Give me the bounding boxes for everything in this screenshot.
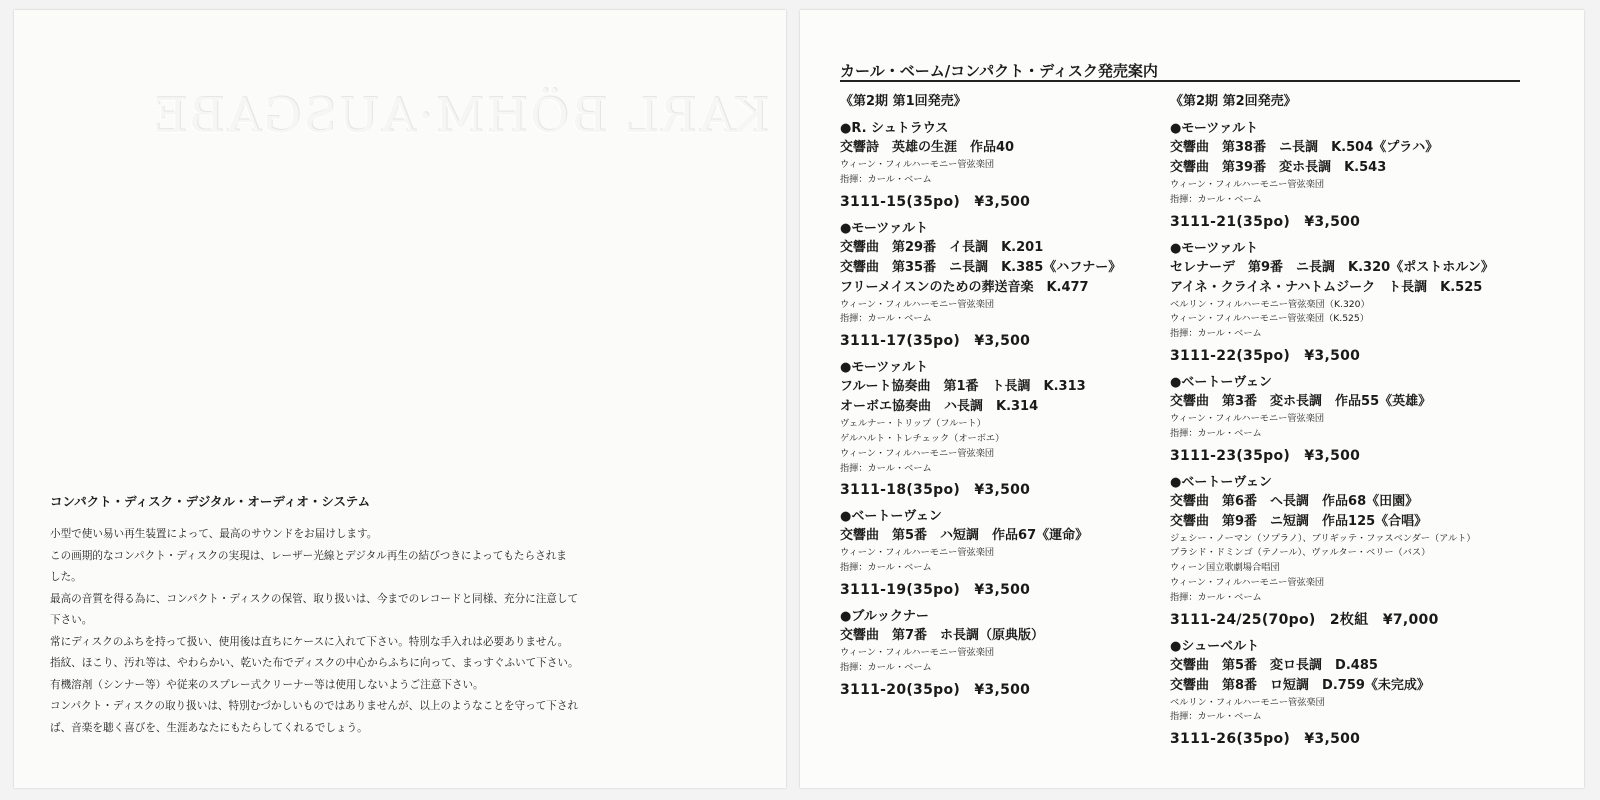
release-period: 《第2期 第1回発売》: [840, 94, 967, 109]
release-period: 《第2期 第2回発売》: [1170, 94, 1297, 109]
performer-credit: ヴェルナー・トリップ（フルート）: [840, 418, 986, 430]
release-header: [840, 46, 1520, 82]
catalog-price: 3111-19(35po) ¥3,500: [840, 581, 1031, 598]
release-entry: [1170, 239, 1510, 367]
composer-name: ●モーツァルト: [1170, 240, 1259, 256]
work-title: オーボエ協奏曲 ハ長調 K.314: [840, 399, 1039, 415]
release-entry: [840, 507, 1180, 601]
work-title: 交響曲 第7番 ホ長調（原典版）: [840, 627, 1045, 643]
composer-name: ●ベートーヴェン: [1170, 474, 1272, 490]
cd-info-body: [50, 524, 710, 739]
performer-credit: ウィーン・フィルハーモニー管弦楽団: [840, 298, 995, 310]
performer-credit: ウィーン国立歌劇場合唱団: [1170, 562, 1280, 574]
cd-info-line: コンパクト・ディスクの取り扱いは、特別むづかしいものではありませんが、以上のようなことを守って下され: [50, 700, 579, 712]
performer-credit: ウィーン・フィルハーモニー管弦楽団: [840, 547, 995, 559]
catalog-price: 3111-24/25(70po) 2枚組 ¥7,000: [1170, 611, 1439, 628]
performer-credit: 指揮：カール・ベーム: [840, 562, 932, 574]
performer-credit: 指揮：カール・ベーム: [1170, 193, 1262, 205]
release-entry: [840, 219, 1180, 353]
performer-credit: ベルリン・フィルハーモニー管弦楽団（K.320）: [1170, 298, 1370, 310]
cd-info-line: した。: [50, 571, 82, 583]
release-entry: [840, 607, 1180, 701]
performer-credit: 指揮：カール・ベーム: [1170, 591, 1262, 603]
performer-credit: 指揮：カール・ベーム: [1170, 711, 1262, 723]
catalog-price: 3111-18(35po) ¥3,500: [840, 482, 1031, 499]
release-entry: [1170, 373, 1510, 467]
work-title: 交響曲 第35番 ニ長調 K.385《ハフナー》: [840, 259, 1122, 275]
catalog-price: 3111-22(35po) ¥3,500: [1170, 347, 1361, 364]
embossed-title: KARL BÖHM·AUSGABE: [150, 88, 769, 144]
performer-credit: 指揮：カール・ベーム: [840, 661, 932, 673]
composer-name: ●モーツァルト: [1170, 121, 1259, 136]
work-title: セレナーデ 第9番 ニ長調 K.320《ポストホルン》: [1170, 259, 1494, 275]
performer-credit: ウィーン・フィルハーモニー管弦楽団: [1170, 576, 1325, 588]
work-title: 交響曲 第5番 変ロ長調 D.485: [1170, 657, 1378, 673]
cd-info-line: 常にディスクのふちを持って扱い、使用後は直ちにケースに入れて下さい。特別な手入れは必要ありません。: [50, 635, 569, 648]
catalog-price: 3111-17(35po) ¥3,500: [840, 333, 1031, 350]
release-entry: [1170, 119, 1510, 233]
performer-credit: ウィーン・フィルハーモニー管弦楽団: [840, 159, 995, 170]
cd-info-line: 最高の音質を得る為に、コンパクト・ディスクの保管、取り扱いは、今までのレコードと同様、充分に注意して: [50, 592, 579, 605]
cd-info-line: 指紋、ほこり、汚れ等は、やわらかい、乾いた布でディスクの中心からふちに向って、まっすぐふいて下さい。: [50, 657, 579, 669]
release-column-1: [840, 90, 1180, 707]
release-entry: [840, 358, 1180, 501]
catalog-price: 3111-23(35po) ¥3,500: [1170, 447, 1361, 464]
catalog-price: 3111-15(35po) ¥3,500: [840, 193, 1031, 210]
performer-credit: 指揮：カール・ベーム: [840, 313, 932, 325]
work-title: 交響曲 第9番 ニ短調 作品125《合唱》: [1170, 513, 1428, 529]
release-column-2: [1170, 90, 1510, 756]
performer-credit: 指揮：カール・ベーム: [1170, 427, 1262, 439]
work-title: 交響曲 第38番 ニ長調 K.504《プラハ》: [1170, 140, 1439, 155]
cd-info-line: 小型で使い易い再生装置によって、最高のサウンドをお届けします。: [50, 528, 378, 540]
composer-name: ●モーツァルト: [840, 360, 929, 376]
composer-name: ●ベートーヴェン: [1170, 374, 1272, 390]
performer-credit: ウィーン・フィルハーモニー管弦楽団（K.525）: [1170, 313, 1369, 325]
performer-credit: プラシド・ドミンゴ（テノール）、ヴァルター・ベリー（バス）: [1170, 547, 1431, 559]
performer-credit: ジェシー・ノーマン（ソプラノ）、ブリギッテ・ファスベンダー（アルト）: [1170, 532, 1476, 544]
left-page: [14, 10, 786, 788]
cd-info-section: [50, 492, 710, 739]
work-title: アイネ・クライネ・ナハトムジーク ト長調 K.525: [1170, 279, 1483, 295]
composer-name: ●ベートーヴェン: [840, 509, 942, 525]
release-entry: [1170, 637, 1510, 751]
work-title: 交響曲 第6番 ヘ長調 作品68《田園》: [1170, 493, 1419, 509]
release-entry: [840, 119, 1180, 213]
cd-info-title: コンパクト・ディスク・デジタル・オーディオ・システム: [50, 494, 371, 509]
work-title: 交響曲 第29番 イ長調 K.201: [840, 239, 1044, 255]
catalog-price: 3111-26(35po) ¥3,500: [1170, 731, 1361, 748]
page-title: カール・ベーム/コンパクト・ディスク発売案内: [840, 62, 1158, 80]
catalog-price: 3111-20(35po) ¥3,500: [840, 681, 1031, 698]
work-title: フルート協奏曲 第1番 ト長調 K.313: [840, 379, 1086, 395]
composer-name: ●R. シュトラウス: [840, 121, 949, 136]
cd-info-line: 有機溶剤（シンナー等）や従来のスプレー式クリーナー等は使用しないようご注意下さい。: [50, 678, 484, 691]
performer-credit: ウィーン・フィルハーモニー管弦楽団: [1170, 179, 1325, 190]
performer-credit: ゲルハルト・トレチェック（オーボエ）: [840, 432, 1005, 444]
performer-credit: ベルリン・フィルハーモニー管弦楽団: [1170, 696, 1325, 708]
composer-name: ●ブルックナー: [840, 608, 929, 624]
cd-info-line: 下さい。: [50, 614, 93, 626]
cd-info-line: この画期的なコンパクト・ディスクの実現は、レーザー光線とデジタル再生の結びつきによってもたらされま: [50, 549, 567, 562]
performer-credit: 指揮：カール・ベーム: [840, 462, 932, 474]
work-title: 交響曲 第39番 変ホ長調 K.543: [1170, 160, 1387, 175]
work-title: フリーメイスンのための葬送音楽 K.477: [840, 279, 1089, 295]
performer-credit: ウィーン・フィルハーモニー管弦楽団: [840, 447, 995, 459]
work-title: 交響曲 第5番 ハ短調 作品67《運命》: [840, 528, 1089, 544]
work-title: 交響曲 第8番 ロ短調 D.759《未完成》: [1170, 677, 1430, 693]
catalog-price: 3111-21(35po) ¥3,500: [1170, 213, 1361, 230]
right-page: [800, 10, 1584, 788]
work-title: 交響曲 第3番 変ホ長調 作品55《英雄》: [1170, 393, 1432, 409]
performer-credit: 指揮：カール・ベーム: [840, 173, 932, 185]
performer-credit: ウィーン・フィルハーモニー管弦楽団: [1170, 412, 1325, 424]
cd-info-line: ば、音楽を聴く喜びを、生涯あなたにもたらしてくれるでしょう。: [50, 721, 368, 734]
performer-credit: 指揮：カール・ベーム: [1170, 328, 1262, 340]
release-entry: [1170, 473, 1510, 631]
composer-name: ●モーツァルト: [840, 220, 929, 236]
composer-name: ●シューベルト: [1170, 638, 1260, 654]
work-title: 交響詩 英雄の生涯 作品40: [840, 140, 1015, 155]
performer-credit: ウィーン・フィルハーモニー管弦楽団: [840, 646, 995, 658]
